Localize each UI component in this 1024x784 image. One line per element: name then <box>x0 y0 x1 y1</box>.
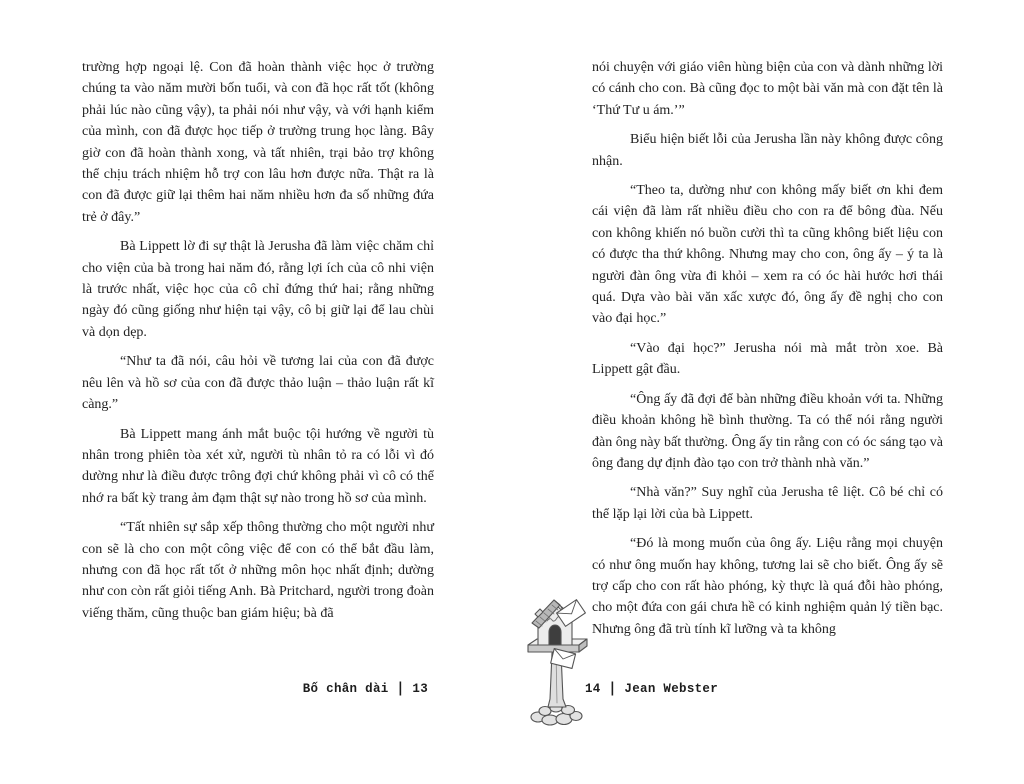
left-page-footer <box>82 682 428 696</box>
paragraph: trường hợp ngoại lệ. Con đã hoàn thành việc học ở trường chúng ta vào năm mười bốn tuổi, và con đã học rất tốt (không phải lúc nào cũng vậy), ta phải nói như vậy, và với hạnh kiểm của mình, con đã được học tiếp ở trường trung học làng. Bây giờ con đã hoàn thành xong, và tất nhiên, trại bảo trợ không thể chịu trách nhiệm hỗ trợ con lâu hơn được nữa. Thật ra là con đã được giữ lại thêm hai năm nhiều hơn đa số những đứa trẻ ở đây.” <box>82 60 434 225</box>
footer-separator: | <box>396 680 405 698</box>
paragraph: “Như ta đã nói, câu hỏi về tương lai của con đã được nêu lên và hồ sơ của con đã được thảo luận – thảo luận rất kĩ càng.” <box>82 354 434 413</box>
right-page-text <box>592 57 943 648</box>
paragraph: “Ông ấy đã đợi để bàn những điều khoản với ta. Những điều khoản không hề bình thường. Ta có thể nói rằng người đàn ông này bất thường. Ông ấy tin rằng con có óc sáng tạo và ông đang dự định đào tạo con trở thành nhà văn.” <box>592 391 943 471</box>
paragraph: Bà Lippett lờ đi sự thật là Jerusha đã làm việc chăm chỉ cho viện của bà trong hai năm đó, rằng lợi ích của cô nhi viện là trước nhất, việc học của cô chỉ đứng thứ hai; rằng những ngày đó cũng giống như hiện tại vậy, cô bị giữ lại để lau chùi và dọn dẹp. <box>82 239 434 340</box>
paragraph: “Tất nhiên sự sắp xếp thông thường cho một người như con sẽ là cho con một công việc để con có thể bắt đầu làm, nhưng con đã học rất tốt ở những môn học nhất định; dường như con còn rất giỏi tiếng Anh. Bà Pritchard, người trong đoàn viếng thăm, cũng thuộc ban giám hiệu; bà đã <box>82 520 434 621</box>
book-title: Bố chân dài <box>302 682 389 696</box>
page-number-left: 13 <box>412 682 428 696</box>
mailbox-illustration <box>525 595 591 727</box>
page-number-right: 14 <box>585 682 601 696</box>
paragraph: Bà Lippett mang ánh mắt buộc tội hướng về người tù nhân trong phiên tòa xét xử, người tù nhân tỏ ra có lỗi vì đó dường như là điều được trông đợi chứ không phải vì cô có thể nhớ ra bất kỳ trang ảm đạm thật sự nào trong hồ sơ của mình. <box>82 426 434 506</box>
paragraph: “Vào đại học?” Jerusha nói mà mắt tròn xoe. Bà Lippett gật đầu. <box>592 340 943 378</box>
paragraph: Biểu hiện biết lỗi của Jerusha lần này không được công nhận. <box>592 132 943 169</box>
author-name: Jean Webster <box>624 682 719 696</box>
footer-separator: | <box>608 680 617 698</box>
paragraph: “Theo ta, dường như con không mấy biết ơn khi đem cái viện đã làm rất nhiều điều cho con ra để bông đùa. Nếu con không khiến nó buồn cười thì ta cũng không biết liệu con có được tha thứ không. Nhưng may cho con, ông ấy – ý ta là người đàn ông vừa đi khỏi – xem ra có óc hài hước hơi thái quá. Dựa vào bài văn xấc xược đó, ông ấy đề nghị cho con vào đại học.” <box>592 183 943 327</box>
paragraph: “Nhà văn?” Suy nghĩ của Jerusha tê liệt. Cô bé chỉ có thể lặp lại lời của bà Lippett. <box>592 485 943 522</box>
right-page-footer <box>585 682 718 696</box>
paragraph: nói chuyện với giáo viên hùng biện của con và dành những lời có cánh cho con. Bà cũng đọc to một bài văn mà con đặt tên là ‘Thứ Tư u ám.’” <box>592 60 943 118</box>
paragraph: “Đó là mong muốn của ông ấy. Liệu rằng mọi chuyện có như ông muốn hay không, tương lai sẽ cho biết. Ông ấy sẽ trợ cấp cho con rất hào phóng, kỳ thực là quá đỗi hào phóng, cho một đứa con gái chưa hề có kinh nghiệm quản lý tiền bạc. Nhưng ông đã trù tính kĩ lưỡng và ta không <box>592 536 943 637</box>
left-page-text <box>82 57 434 632</box>
door <box>549 625 561 645</box>
